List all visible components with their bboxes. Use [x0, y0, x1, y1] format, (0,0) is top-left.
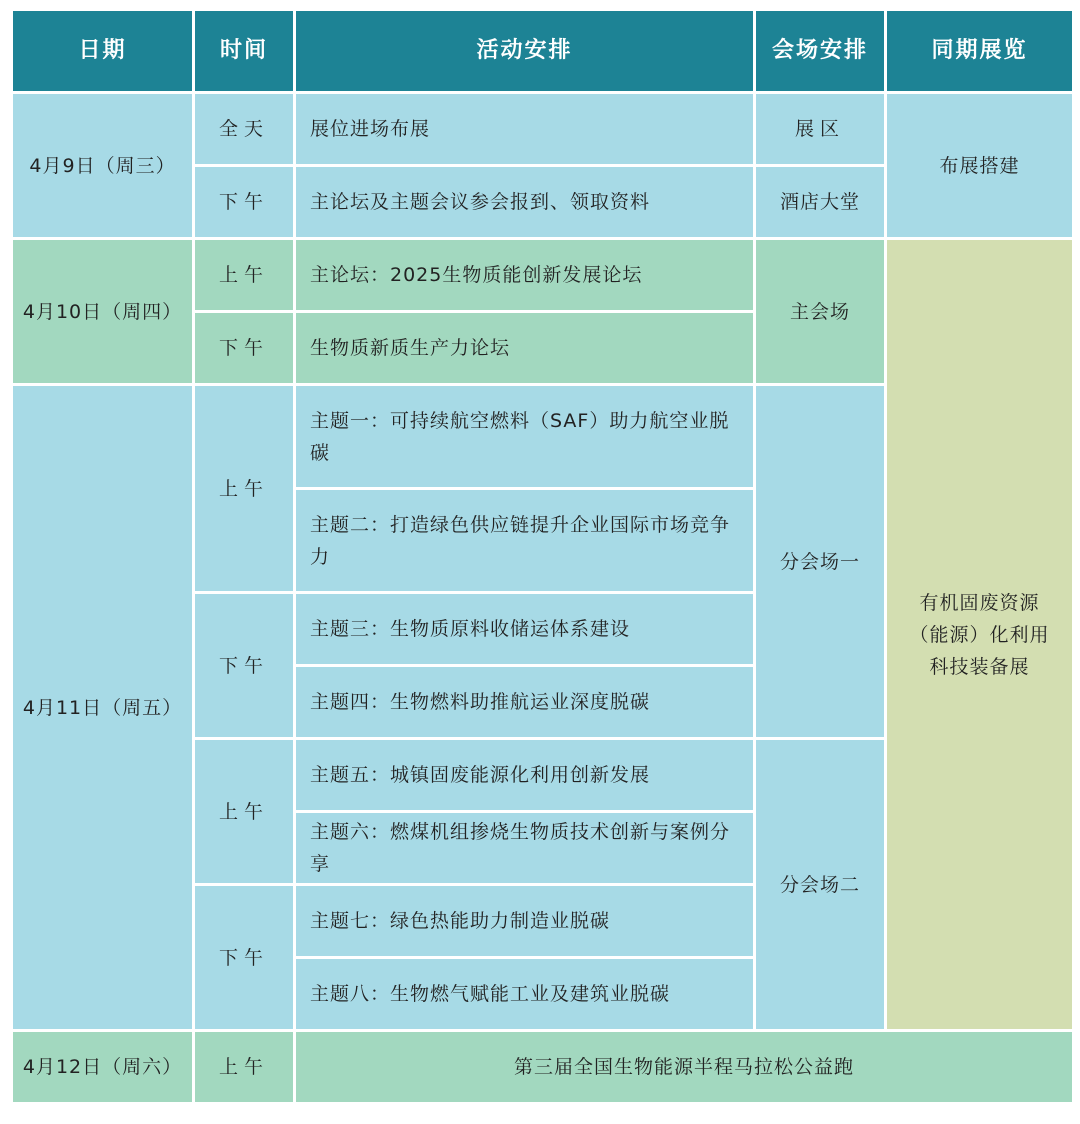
activity-cell-marathon: 第三届全国生物能源半程马拉松公益跑	[296, 1032, 1072, 1102]
header-activity: 活动安排	[296, 11, 753, 91]
header-venue: 会场安排	[756, 11, 884, 91]
venue-cell: 分会场二	[756, 740, 884, 1029]
date-cell-apr9: 4月9日（周三）	[13, 94, 192, 237]
time-cell: 上午	[195, 386, 293, 591]
schedule-table	[13, 11, 1072, 1102]
activity-cell: 主题六：燃煤机组掺烧生物质技术创新与案例分享	[296, 813, 753, 883]
activity-cell: 生物质新质生产力论坛	[296, 313, 753, 383]
venue-cell: 分会场一	[756, 386, 884, 737]
activity-cell: 主题五：城镇固废能源化利用创新发展	[296, 740, 753, 810]
activity-cell: 主题四：生物燃料助推航运业深度脱碳	[296, 667, 753, 737]
header-exhibition: 同期展览	[887, 11, 1072, 91]
activity-cell: 主题三：生物质原料收储运体系建设	[296, 594, 753, 664]
time-cell: 全天	[195, 94, 293, 164]
time-cell: 上午	[195, 240, 293, 310]
time-cell: 下午	[195, 886, 293, 1029]
activity-cell: 主题一：可持续航空燃料（SAF）助力航空业脱碳	[296, 386, 753, 487]
time-cell: 下午	[195, 167, 293, 237]
activity-cell: 主题七：绿色热能助力制造业脱碳	[296, 886, 753, 956]
activity-cell: 主题八：生物燃气赋能工业及建筑业脱碳	[296, 959, 753, 1029]
date-cell-apr10: 4月10日（周四）	[13, 240, 192, 383]
time-cell: 上午	[195, 740, 293, 883]
venue-cell: 主会场	[756, 240, 884, 383]
venue-cell: 展区	[756, 94, 884, 164]
activity-cell: 主论坛：2025生物质能创新发展论坛	[296, 240, 753, 310]
header-time: 时间	[195, 11, 293, 91]
exhibition-cell: 布展搭建	[887, 94, 1072, 237]
time-cell: 下午	[195, 313, 293, 383]
time-cell: 下午	[195, 594, 293, 737]
venue-cell: 酒店大堂	[756, 167, 884, 237]
activity-cell: 主论坛及主题会议参会报到、领取资料	[296, 167, 753, 237]
activity-cell: 展位进场布展	[296, 94, 753, 164]
date-cell-apr12: 4月12日（周六）	[13, 1032, 192, 1102]
exhibition-cell: 有机固废资源（能源）化利用科技装备展	[887, 240, 1072, 1029]
activity-cell: 主题二：打造绿色供应链提升企业国际市场竞争力	[296, 490, 753, 591]
date-cell-apr11: 4月11日（周五）	[13, 386, 192, 1029]
time-cell: 上午	[195, 1032, 293, 1102]
header-date: 日期	[13, 11, 192, 91]
